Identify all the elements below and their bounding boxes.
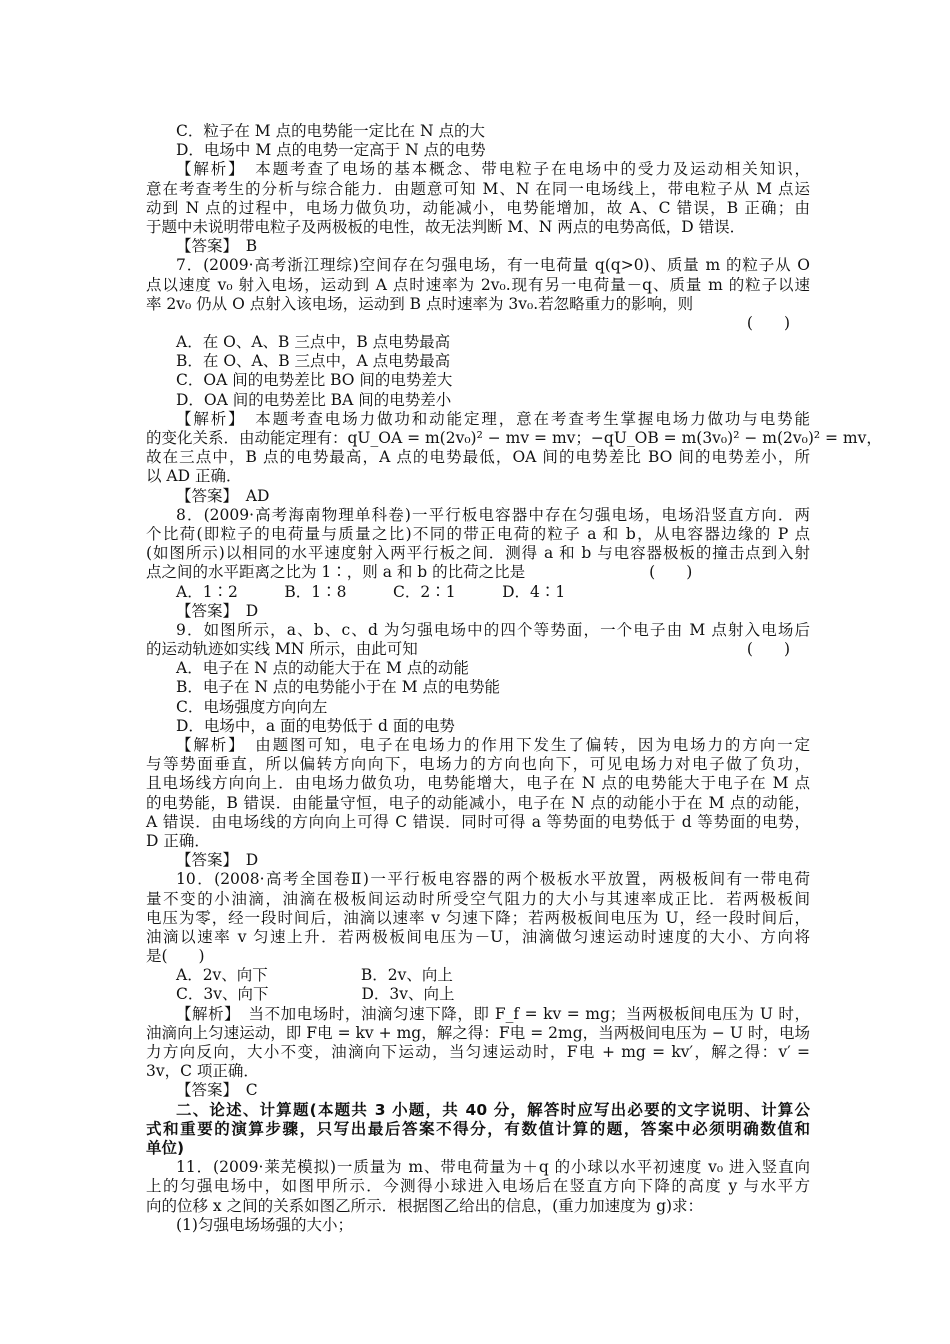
text-line: D．电场中 M 点的电势一定高于 N 点的电势 xyxy=(176,141,486,160)
text-line: 意在考查考生的分析与综合能力．由题意可知 M、N 在同一电场线上，带电粒子从 M 点运 xyxy=(146,179,810,198)
text-line: 式和重要的演算步骤，只写出最后答案不得分，有数值计算的题，答案中必须明确数值和 xyxy=(146,1119,810,1138)
text-line: 10．(2008·高考全国卷Ⅱ)一平行板电容器的两个极板水平放置，两极板间有一带电荷 xyxy=(176,870,810,889)
text-line: (1)匀强电场场强的大小； xyxy=(176,1215,353,1234)
text-line: A．电子在 N 点的动能大于在 M 点的动能 xyxy=(176,659,469,678)
text-line: 【答案】 D xyxy=(176,601,259,620)
text-line: 的变化关系．由动能定理有：qU_OA = m(2v₀)² − mv = mv；−qU_OB = m(3v₀)² − m(2v₀)² = mv， xyxy=(146,429,882,447)
text-line: 于题中未说明带电粒子及两极板的电性，故无法判断 M、N 两点的电势高低，D 错误． xyxy=(146,217,746,236)
text-line: 【答案】 B xyxy=(176,237,258,256)
text-line: 单位) xyxy=(146,1138,185,1157)
text-line: ( ) xyxy=(746,313,790,332)
text-line: 率 2v₀ 仍从 O 点射入该电场，运动到 B 点时速率为 3v₀.若忽略重力的影响，则 xyxy=(146,294,694,313)
text-line: 与等势面垂直，所以偏转方向向下，电场力的方向也向下，可见电场力对电子做了负功， xyxy=(146,755,810,774)
text-line: B．电子在 N 点的电势能小于在 M 点的电势能 xyxy=(176,678,501,697)
text-line: 是( ) xyxy=(146,947,205,966)
text-line: 油滴向上匀速运动，即 F电 = kv + mg，解之得：F电 = 2mg，当两极间电压为 − U 时，电场 xyxy=(146,1023,810,1042)
text-line: B．在 O、A、B 三点中，A 点电势最高 xyxy=(176,352,451,371)
text-line: C．OA 间的电势差比 BO 间的电势差大 xyxy=(176,371,453,390)
text-line: D 正确． xyxy=(146,831,210,850)
text-line: 3v，C 项正确． xyxy=(146,1062,259,1081)
text-line: 且电场线方向向上．由电场力做负功，电势能增大，电子在 N 点的电势能大于电子在 M 点 xyxy=(146,774,810,793)
text-line: 量不变的小油滴，油滴在极板间运动时所受空气阻力的大小与其速率成正比．若两极板间 xyxy=(146,889,810,908)
text-line: D．OA 间的电势差比 BA 间的电势差小 xyxy=(176,390,452,409)
text-line: 的运动轨迹如实线 MN 所示，由此可知 xyxy=(146,640,418,659)
text-line: 8．(2009·高考海南物理单科卷)一平行板电容器中存在匀强电场，电场沿竖直方向．两 xyxy=(176,505,810,524)
text-line: 油滴以速率 v 匀速上升．若两极板间电压为－U，油滴做匀速运动时速度的大小、方向将 xyxy=(146,927,810,946)
text-line: A．1∶2 B．1∶8 C．2∶1 D．4∶1 xyxy=(176,582,566,601)
text-line: 7．(2009·高考浙江理综)空间存在匀强电场，有一电荷量 q(q>0)、质量 m 的粒子从 O xyxy=(176,256,810,275)
text-line: C．电场强度方向向左 xyxy=(176,697,328,716)
text-line: 点之间的水平距离之比为 1∶，则 a 和 b 的比荷之比是 ( ) xyxy=(146,563,693,582)
text-line: 上的匀强电场中，如图甲所示．今测得小球进入电场后在竖直方向下降的高度 y 与水平方 xyxy=(146,1177,810,1196)
text-line: 11．(2009·莱芜模拟)一质量为 m、带电荷量为＋q 的小球以水平初速度 v₀ 进入竖直向 xyxy=(176,1158,810,1177)
document-page xyxy=(146,122,882,1235)
text-line: 向的位移 x 之间的关系如图乙所示．根据图乙给出的信息，(重力加速度为 g)求： xyxy=(146,1196,704,1215)
text-line: C．3v、向下 D．3v、向上 xyxy=(176,985,455,1004)
text-line: 【解析】 当不加电场时，油滴匀速下降，即 F_f = kv = mg；当两极板间电压为 U 时， xyxy=(176,1004,810,1023)
text-line: 动到 N 点的过程中，电场力做负功，动能减小，电势能增加，故 A、C 错误，B 正确；由 xyxy=(146,198,810,217)
text-line: 【解析】 由题图可知，电子在电场力的作用下发生了偏转，因为电场力的方向一定 xyxy=(176,736,810,754)
text-line: C．粒子在 M 点的电势能一定比在 N 点的大 xyxy=(176,122,486,140)
text-line: 个比荷(即粒子的电荷量与质量之比)不同的带正电荷的粒子 a 和 b，从电容器边缘的 P 点 xyxy=(146,524,810,543)
text-line: 以 AD 正确． xyxy=(146,467,242,486)
text-line: A．在 O、A、B 三点中，B 点电势最高 xyxy=(176,333,451,352)
text-line: 【答案】 C xyxy=(176,1081,258,1100)
text-line: 力方向反向，大小不变，油滴向下运动，当匀速运动时，F电 + mg = kv′，解之得：v′ = xyxy=(146,1043,810,1061)
text-line: 【解析】 本题考查电场力做功和动能定理，意在考查考生掌握电场力做功与电势能 xyxy=(176,409,810,428)
text-line: A 错误．由电场线的方向向上可得 C 错误．同时可得 a 等势面的电势低于 d 等势面的电势， xyxy=(146,812,810,831)
text-line: ( ) xyxy=(746,640,790,659)
text-line: D．电场中，a 面的电势低于 d 面的电势 xyxy=(176,716,455,735)
text-line: 【答案】 AD xyxy=(176,486,270,505)
text-line: 电压为零，经一段时间后，油滴以速率 v 匀速下降；若两极板间电压为 U，经一段时间后， xyxy=(146,908,810,927)
text-line: 9．如图所示，a、b、c、d 为匀强电场中的四个等势面，一个电子由 M 点射入电场后 xyxy=(176,620,810,639)
text-line: (如图所示)以相同的水平速度射入两平行板之间．测得 a 和 b 与电容器极板的撞击点到入射 xyxy=(146,544,810,563)
text-line: 【答案】 D xyxy=(176,851,259,870)
text-line: 故在三点中，B 点的电势最高，A 点的电势最低，OA 间的电势差比 BO 间的电势差小，所 xyxy=(146,448,810,467)
text-line: 二、论述、计算题(本题共 3 小题，共 40 分，解答时应写出必要的文字说明、计算公 xyxy=(176,1100,810,1119)
text-line: 【解析】 本题考查了电场的基本概念、带电粒子在电场中的受力及运动相关知识， xyxy=(176,160,810,179)
text-line: 的电势能，B 错误．由能量守恒，电子的动能减小，电子在 N 点的动能小于在 M 点的动能， xyxy=(146,793,810,812)
text-line: 点以速度 v₀ 射入电场，运动到 A 点时速率为 2v₀.现有另一电荷量－q、质量 m 的粒子以速 xyxy=(146,275,810,294)
text-line: A．2v、向下 B．2v、向上 xyxy=(176,966,453,985)
